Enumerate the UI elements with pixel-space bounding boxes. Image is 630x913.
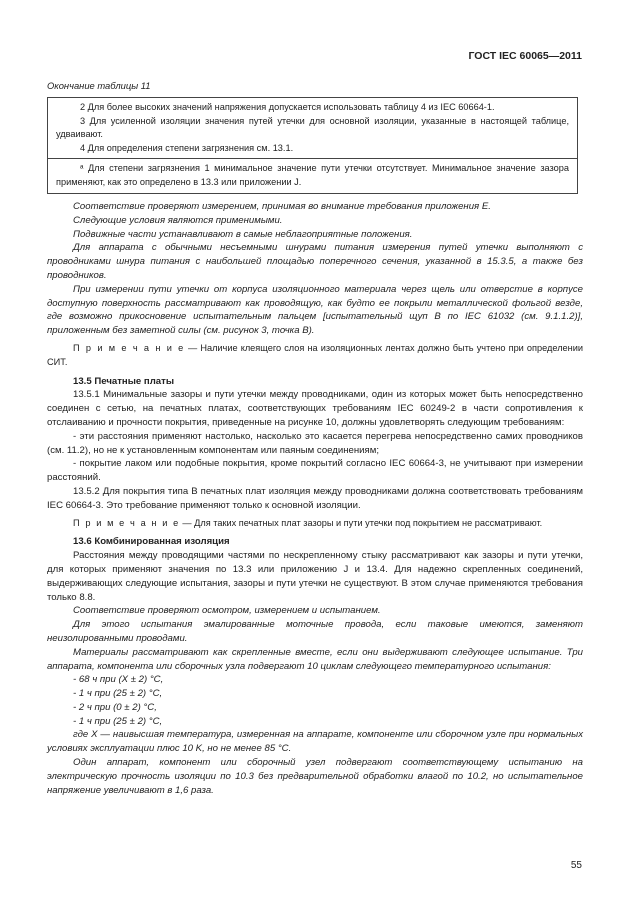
list-item: - 2 ч при (0 ± 2) °С,	[73, 701, 157, 713]
section-heading-13-6: 13.6 Комбинированная изоляция	[73, 536, 230, 548]
section-heading-13-5: 13.5 Печатные платы	[73, 375, 175, 387]
table-footnote: ᵃ Для степени загрязнения 1 минимальное значение пути утечки отсутствует. Минимальное значение зазора применяют, как это определено в 13.3 или приложении J.	[56, 163, 569, 187]
paragraph: 13.5.2 Для покрытия типа В печатных плат изоляция между проводниками должна соответствовать требованиям IEC 60664-3. Это требование применяют только к основной изоляции.	[47, 485, 583, 511]
table-notes-box	[47, 97, 578, 194]
note	[47, 517, 583, 531]
document-body	[47, 200, 583, 797]
table-note-3: 3 Для усиленной изоляции значения путей утечки для основной изоляции, указанные в настоящей таблице, удваивают.	[56, 115, 569, 140]
paragraph: Соответствие проверяют измерением, принимая во внимание требования приложения Е.	[73, 201, 491, 212]
table-caption: Окончание таблицы 11	[47, 80, 151, 91]
list-item: - 1 ч при (25 ± 2) °С,	[73, 715, 163, 727]
note	[47, 342, 583, 370]
paragraph: Для аппарата с обычными несъемными шнурами питания измерения путей утечки выполняют с проводниками шнура питания с наибольшей площадью поперечного сечения, указанной в 15.3.5, а также без проводников.	[47, 242, 583, 281]
note-text: — Наличие клеящего слоя на изоляционных лентах должно быть учтено при определении СИТ.	[47, 342, 583, 367]
note-text: — Для таких печатных плат зазоры и пути утечки под покрытием не рассматривают.	[179, 517, 543, 528]
paragraph: При измерении пути утечки от корпуса изоляционного материала через щель или отверстие в корпусе доступную поверхность рассматривают как проводящую, как будто ее покрыли металлической фольгой везде, где возможно прикосновение испытательным пальцем [испытательный щуп В по IEC 61032 (см. 9.1.1.2)], приложенным без заметной силы (см. рисунок 3, точка В).	[47, 283, 583, 337]
paragraph: Расстояния между проводящими частями по нескрепленному стыку рассматривают как зазоры и пути утечки, для которых применяют значения по 13.3 или приложению J и 13.4. Для надежно скрепленных соединений, выдерживающих следующие испытания, зазоры и пути утечки не существуют. В этом случае применяются требования только 8.8.	[47, 550, 583, 603]
table-footnote-cell	[48, 158, 577, 192]
note-label: П р и м е ч а н и е	[73, 342, 185, 353]
paragraph: где X — наивысшая температура, измеренная на аппарате, компоненте или сборочном узле при нормальных условиях эксплуатации плюс 10 K, но не менее 85 °С.	[47, 729, 583, 755]
paragraph: Соответствие проверяют осмотром, измерением и испытанием.	[73, 605, 381, 617]
page-number: 55	[570, 860, 582, 871]
document-header: ГОСТ IEC 60065—2011	[468, 50, 582, 62]
table-notes-cell	[48, 98, 577, 158]
paragraph: Подвижные части устанавливают в самые неблагоприятные положения.	[73, 228, 413, 240]
table-note-4: 4 Для определения степени загрязнения см. 13.1.	[80, 142, 294, 153]
paragraph: Для этого испытания эмалированные моточные провода, если таковые имеются, заменяют неизолированными проводами.	[47, 619, 583, 644]
list-item: - 68 ч при (X ± 2) °С,	[73, 674, 164, 686]
list-item: - покрытие лаком или подобные покрытия, кроме покрытий согласно IEC 60664-3, не учитывают при измерении расстояний.	[47, 458, 583, 484]
paragraph: 13.5.1 Минимальные зазоры и пути утечки между проводниками, один из которых может быть непосредственно соединен с сетью, на печатных платах, соответствующих требованиям IEC 60249-2 в части сопротивления к отслаиванию и прочности покрытия, приведенные на рисунке 10, должны удовлетворять следующим требованиям:	[47, 389, 583, 428]
paragraph: Один аппарат, компонент или сборочный узел подвергают соответствующему испытанию на электрическую прочность изоляции по 10.3 без предварительной обработки влагой по 10.2, но испытательное напряжение увеличивают в 1,6 раза.	[47, 757, 583, 796]
paragraph: Следующие условия являются применимыми.	[73, 214, 283, 226]
table-note-2: 2 Для более высоких значений напряжения допускается использовать таблицу 4 из IEC 60664-1.	[80, 102, 495, 112]
list-item: - эти расстояния применяют настолько, насколько это касается перегрева непосредственно самих проводников (см. 11.2), но не к установленным компонентам или паяным соединениям;	[47, 430, 583, 456]
paragraph: Материалы рассматривают как скрепленные вместе, если они выдерживают следующее испытание. Три аппарата, компонента или сборочных узла подвергают 10 циклам следующего температурного испытания:	[47, 646, 583, 672]
note-label: П р и м е ч а н и е	[73, 517, 180, 528]
list-item: - 1 ч при (25 ± 2) °С,	[73, 688, 163, 700]
